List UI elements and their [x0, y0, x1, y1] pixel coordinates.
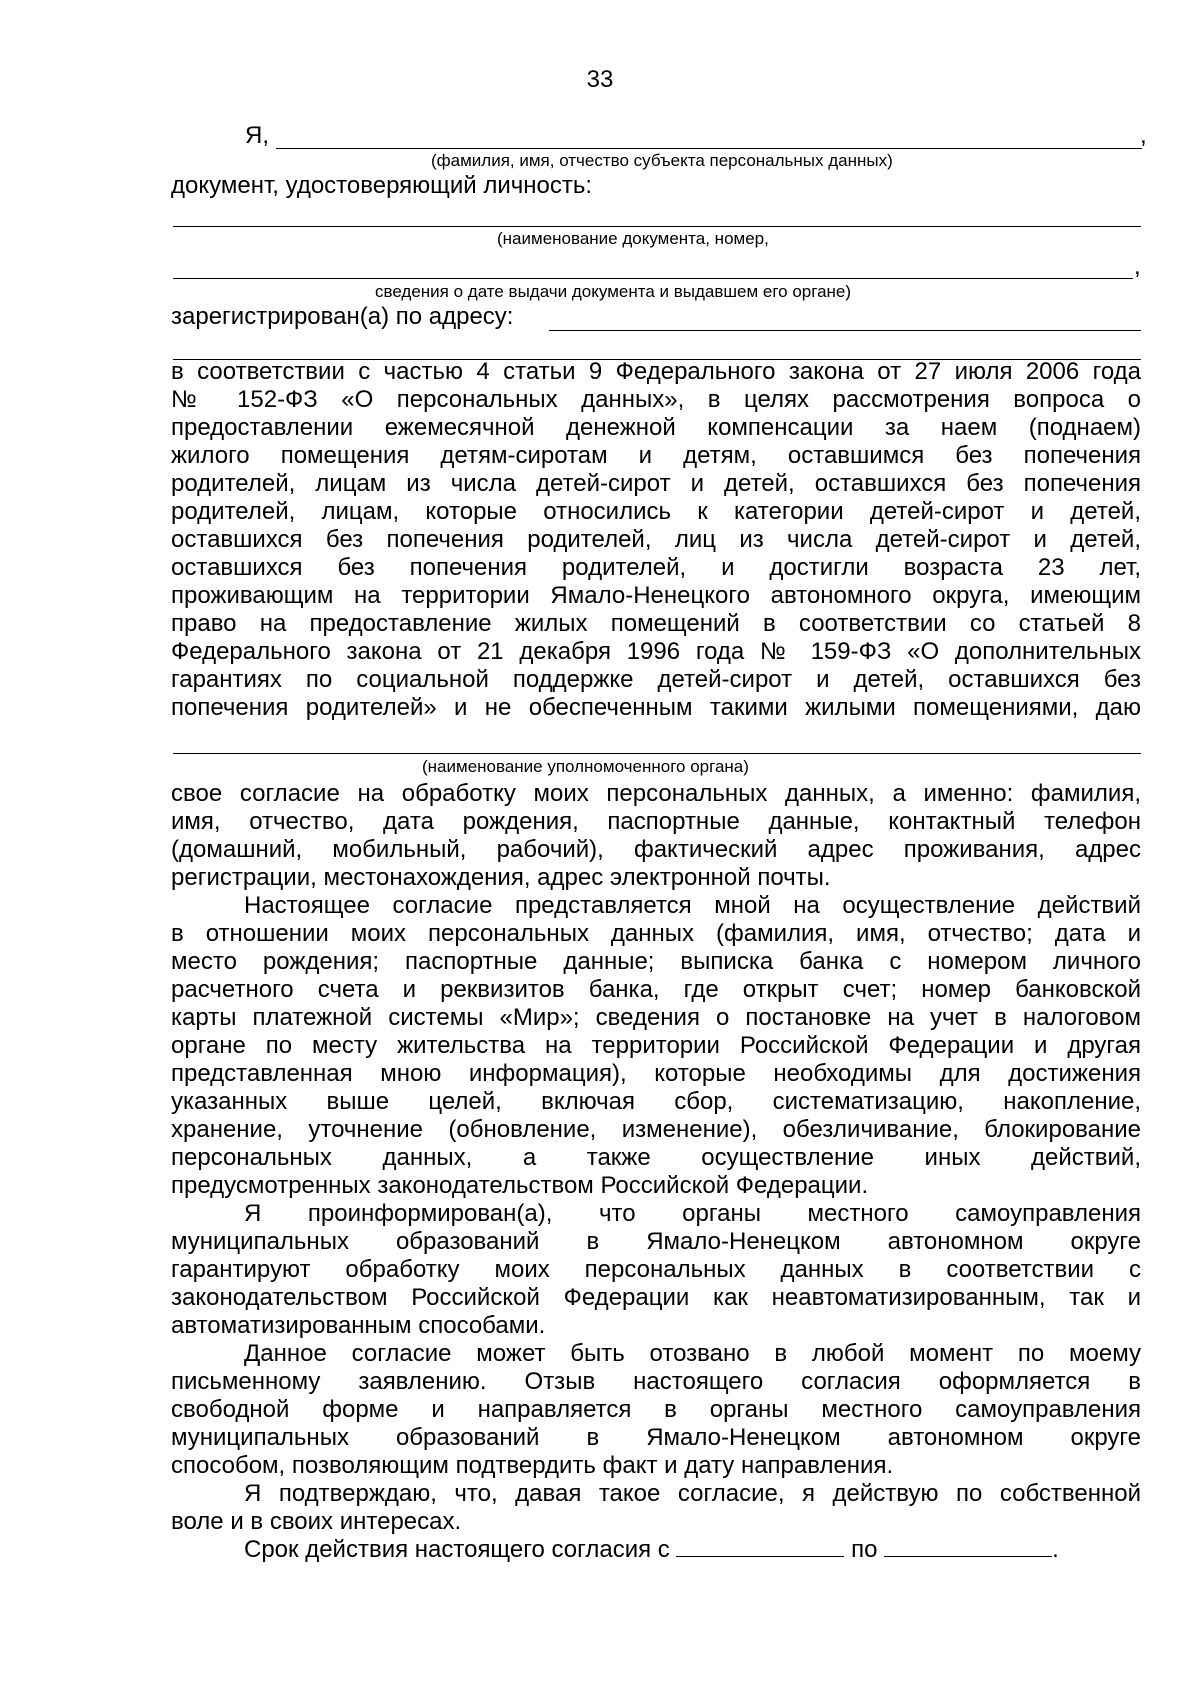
text-line: муниципальных образований в Ямало-Ненецком автономном округе: [171, 1228, 1141, 1255]
term-middle: по: [851, 1536, 878, 1563]
caption-issue: сведения о дате выдачи документа и выдавшем его органе): [375, 282, 852, 301]
text-line: указанных выше целей, включая сбор, систематизацию, накопление,: [171, 1088, 1141, 1115]
term-start-blank[interactable]: [676, 1536, 844, 1557]
text-line: регистрации, местонахождения, адрес электронной почты.: [171, 864, 831, 891]
text-line: Данное согласие может быть отозвано в любой момент по моему: [244, 1340, 1141, 1367]
text-line: гарантиях по социальной поддержке детей-сирот и детей, оставшихся без: [171, 666, 1141, 693]
text-line: право на предоставление жилых помещений в соответствии со статьей 8: [171, 610, 1141, 637]
caption-fio: (фамилия, имя, отчество субъекта персональных данных): [431, 151, 893, 170]
fio-blank-line[interactable]: [276, 148, 1142, 149]
caption-authorized-organ: (наименование уполномоченного органа): [422, 757, 749, 776]
registration-label: зарегистрирован(а) по адресу:: [171, 303, 514, 330]
text-line: Я подтверждаю, что, давая такое согласие, я действую по собственной: [244, 1480, 1141, 1507]
document-label: документ, удостоверяющий личность:: [171, 172, 593, 199]
text-line: свободной форме и направляется в органы местного самоуправления: [171, 1396, 1141, 1423]
text-line: оставшихся без попечения родителей, и достигли возраста 23 лет,: [171, 554, 1141, 581]
text-line: место рождения; паспортные данные; выписка банка с номером личного: [171, 948, 1141, 975]
text-line: родителей, лицам из числа детей-сирот и детей, оставшихся без попечения: [171, 470, 1141, 497]
text-line: расчетного счета и реквизитов банка, где открыт счет; номер банковской: [171, 976, 1141, 1003]
text-line: предусмотренных законодательством Российской Федерации.: [171, 1172, 869, 1199]
registration-blank-line[interactable]: [549, 330, 1141, 331]
text-line: попечения родителей» и не обеспеченным такими жилыми помещениями, даю: [171, 694, 1141, 721]
issue-comma: ,: [1134, 253, 1141, 280]
text-line: оставшихся без попечения родителей, лиц из числа детей-сирот и детей,: [171, 526, 1141, 553]
text-line: имя, отчество, дата рождения, паспортные данные, контактный телефон: [171, 808, 1141, 835]
text-line: Настоящее согласие представляется мной на осуществление действий: [244, 892, 1141, 919]
text-line: автоматизированным способами.: [171, 1312, 546, 1339]
text-line: воле и в своих интересах.: [171, 1508, 462, 1535]
text-line: в соответствии с частью 4 статьи 9 Федерального закона от 27 июля 2006 года: [171, 358, 1141, 385]
text-line: предоставлении ежемесячной денежной компенсации за наем (поднаем): [171, 414, 1141, 441]
text-line: проживающим на территории Ямало-Ненецкого автономного округа, имеющим: [171, 582, 1141, 609]
text-line: родителей, лицам, которые относились к категории детей-сирот и детей,: [171, 498, 1141, 525]
term-end-blank[interactable]: [884, 1536, 1052, 1557]
text-line: Федерального закона от 21 декабря 1996 года № 159-ФЗ «О дополнительных: [171, 638, 1141, 665]
document-issue-blank-line[interactable]: [173, 278, 1133, 279]
text-line: в отношении моих персональных данных (фамилия, имя, отчество; дата и: [171, 920, 1141, 947]
text-line: способом, позволяющим подтвердить факт и дату направления.: [171, 1452, 894, 1479]
text-line: гарантируют обработку моих персональных данных в соответствии с: [171, 1256, 1141, 1283]
term-prefix: Срок действия настоящего согласия с: [244, 1536, 670, 1563]
text-line: карты платежной системы «Мир»; сведения о постановке на учет в налоговом: [171, 1004, 1141, 1031]
text-line: хранение, уточнение (обновление, изменение), обезличивание, блокирование: [171, 1116, 1141, 1143]
caption-document: (наименование документа, номер,: [497, 229, 769, 248]
term-end: .: [1052, 1536, 1059, 1563]
text-line: законодательством Российской Федерации как неавтоматизированным, так и: [171, 1284, 1141, 1311]
text-line: Я проинформирован(а), что органы местного самоуправления: [244, 1200, 1141, 1227]
text-line: свое согласие на обработку моих персональных данных, а именно: фамилия,: [171, 780, 1141, 807]
text-line: жилого помещения детям-сиротам и детям, оставшимся без попечения: [171, 442, 1141, 469]
i-prefix: Я,: [245, 122, 269, 149]
text-line: письменному заявлению. Отзыв настоящего согласия оформляется в: [171, 1368, 1141, 1395]
text-line: № 152-ФЗ «О персональных данных», в целях рассмотрения вопроса о: [171, 386, 1141, 413]
text-line: органе по месту жительства на территории Российской Федерации и другая: [171, 1032, 1141, 1059]
page-number: 33: [586, 66, 614, 93]
text-line: (домашний, мобильный, рабочий), фактический адрес проживания, адрес: [171, 836, 1141, 863]
text-line: муниципальных образований в Ямало-Ненецком автономном округе: [171, 1424, 1141, 1451]
text-line: представленная мною информация), которые необходимы для достижения: [171, 1060, 1141, 1087]
authorized-organ-blank-line[interactable]: [173, 753, 1141, 754]
term-line: [244, 1536, 1059, 1564]
text-line: персональных данных, а также осуществление иных действий,: [171, 1144, 1141, 1171]
document-blank-line[interactable]: [173, 226, 1141, 227]
fio-comma: ,: [1140, 122, 1147, 149]
